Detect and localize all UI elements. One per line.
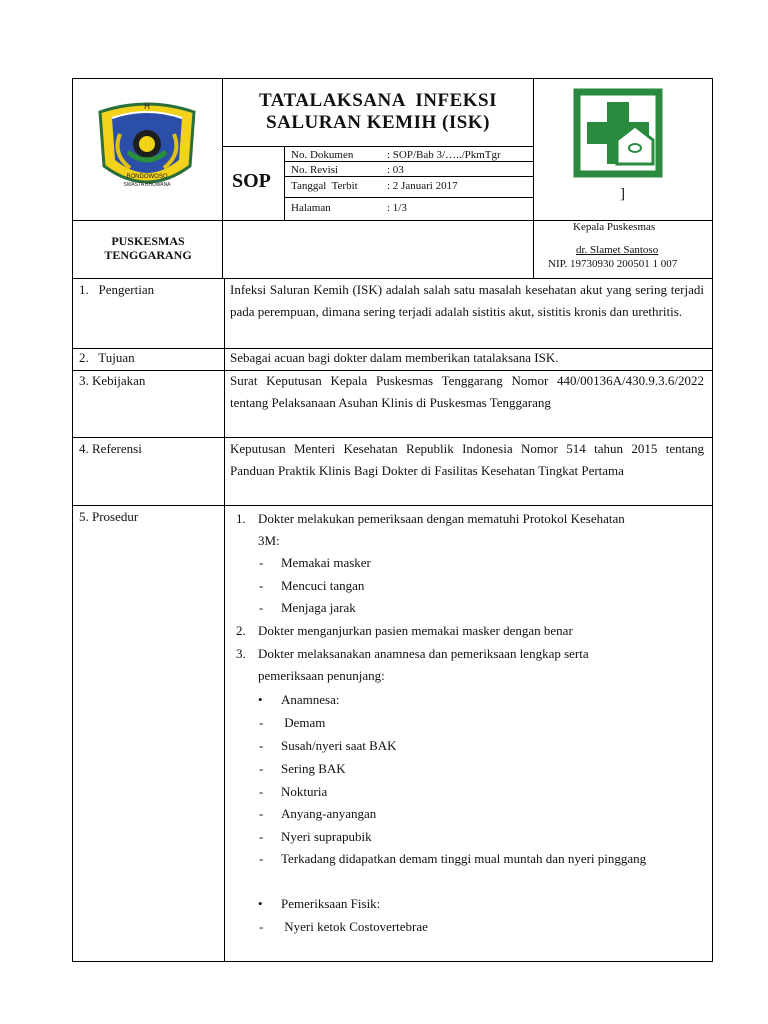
meta-row-line-1 [284, 161, 533, 162]
step-1-line-1: Dokter melakukan pemeriksaan dengan mematuhi Protokol Kesehatan [258, 511, 625, 526]
puskesmas-name [73, 234, 223, 262]
step-3-line-1: Dokter melaksanakan anamnesa dan pemeriksaan lengkap serta [258, 646, 589, 661]
anamnesa-dash: - [259, 761, 264, 776]
puskesmas-name-line-2: TENGGARANG [104, 248, 192, 262]
anamnesa-item: Terkadang didapatkan demam tinggi mual muntah dan nyeri pinggang [281, 851, 647, 866]
label-tujuan: 2. Tujuan [79, 350, 135, 365]
anamnesa-dash: - [259, 806, 264, 821]
puskesmas-name-line-1: PUSKESMAS [111, 234, 185, 248]
anamnesa-item: Sering BAK [281, 761, 346, 776]
title-line-2: SALURAN KEMIH (ISK) [266, 112, 490, 133]
puskesmas-cross-logo [573, 88, 663, 178]
head-nip: NIP. 19730930 200501 1 007 [548, 258, 678, 270]
meta-label-page: Halaman [291, 202, 331, 214]
label-prosedur: 5. Prosedur [79, 509, 139, 524]
pengertian-text: Infeksi Saluran Kemih (ISK) adalah salah satu masalah kesehatan akut yang sering terjadi pada perempuan, dimana sering terjadi adalah sistitis akut, sistitis kronis dan urethritis. [230, 282, 704, 319]
anamnesa-dash: - [259, 829, 264, 844]
step-1-item-dash: - [259, 600, 264, 615]
sop-label: SOP [232, 170, 271, 192]
kebijakan-text: Surat Keputusan Kepala Puskesmas Tenggarang Nomor 440/00136A/430.9.3.6/2022 tentang Pelaksanaan Asuhan Klinis di Puskesmas Tenggarang [230, 373, 704, 410]
step-3-number: 3. [236, 646, 246, 661]
anamnesa-bullet: • [258, 692, 263, 707]
anamnesa-dash: - [259, 738, 264, 753]
title-bottom-line [222, 146, 533, 147]
table-border-left [72, 78, 73, 962]
label-pengertian: 1. Pengertian [79, 282, 155, 297]
body-col-line [224, 278, 225, 962]
label-referensi: 4. Referensi [79, 441, 142, 456]
label-kebijakan: 3. Kebijakan [79, 373, 146, 388]
table-border-right [712, 78, 713, 962]
anamnesa-item: Susah/nyeri saat BAK [281, 738, 397, 753]
step-1-item: Memakai masker [281, 555, 371, 570]
step-1-item: Menjaga jarak [281, 600, 356, 615]
table-border-bottom [72, 961, 713, 962]
anamnesa-dash: - [259, 715, 264, 730]
tujuan-text: Sebagai acuan bagi dokter dalam memberikan tatalaksana ISK. [230, 350, 559, 365]
row-line-4 [72, 505, 713, 506]
meta-row-line-2 [284, 176, 533, 177]
anamnesa-item: Nokturia [281, 784, 328, 799]
meta-row-line-3 [284, 197, 533, 198]
step-1-item-dash: - [259, 578, 264, 593]
fisik-label: Pemeriksaan Fisik: [281, 896, 381, 911]
anamnesa-item: Anyang-anyangan [281, 806, 377, 821]
title-line-1: TATALAKSANA INFEKSI [258, 90, 498, 111]
referensi-text: Keputusan Menteri Kesehatan Republik Indonesia Nomor 514 tahun 2015 tentang Panduan Praktik Klinis Bagi Dokter di Fasilitas Kesehatan Tingkat Pertama [230, 441, 704, 478]
regency-emblem-logo [92, 94, 202, 204]
anamnesa-item: Demam [281, 715, 326, 730]
anamnesa-dash: - [259, 851, 264, 866]
document-title [224, 90, 532, 134]
meta-value-page: : 1/3 [387, 202, 407, 214]
meta-value-issue-date: : 2 Januari 2017 [387, 180, 458, 192]
logo-caption-mark: ] [620, 186, 625, 202]
anamnesa-item: Nyeri suprapubik [281, 829, 372, 844]
header-col-line-2 [533, 78, 534, 278]
meta-label-revision: No. Revisi [291, 164, 339, 176]
step-2-text: Dokter menganjurkan pasien memakai masker dengan benar [258, 623, 573, 638]
fisik-item: Nyeri ketok Costovertebrae [281, 919, 428, 934]
emblem-ribbon-text-2: SWASTA BHUWANA [123, 182, 171, 188]
step-3-line-2: pemeriksaan penunjang: [258, 668, 385, 683]
step-1-item-dash: - [259, 555, 264, 570]
meta-label-doc-number: No. Dokumen [291, 149, 354, 161]
table-border-top [72, 78, 713, 79]
meta-value-revision: : 03 [387, 164, 404, 176]
head-title: Kepala Puskesmas [573, 221, 656, 233]
fisik-dash: - [259, 919, 264, 934]
emblem-top-letter: H [144, 102, 150, 111]
step-1-item: Mencuci tangan [281, 578, 365, 593]
step-1-number: 1. [236, 511, 246, 526]
meta-value-doc-number: : SOP/Bab 3/…../PkmTgr [387, 149, 501, 161]
step-2-number: 2. [236, 623, 246, 638]
anamnesa-label: Anamnesa: [281, 692, 340, 707]
emblem-ribbon-text: BONDOWOSO [126, 174, 168, 180]
head-name: dr. Slamet Santoso [576, 244, 659, 256]
meta-label-issue-date: Tanggal Terbit [291, 180, 358, 192]
anamnesa-dash: - [259, 784, 264, 799]
step-1-line-2: 3M: [258, 533, 280, 548]
fisik-bullet: • [258, 896, 263, 911]
sop-col-line [284, 146, 285, 220]
